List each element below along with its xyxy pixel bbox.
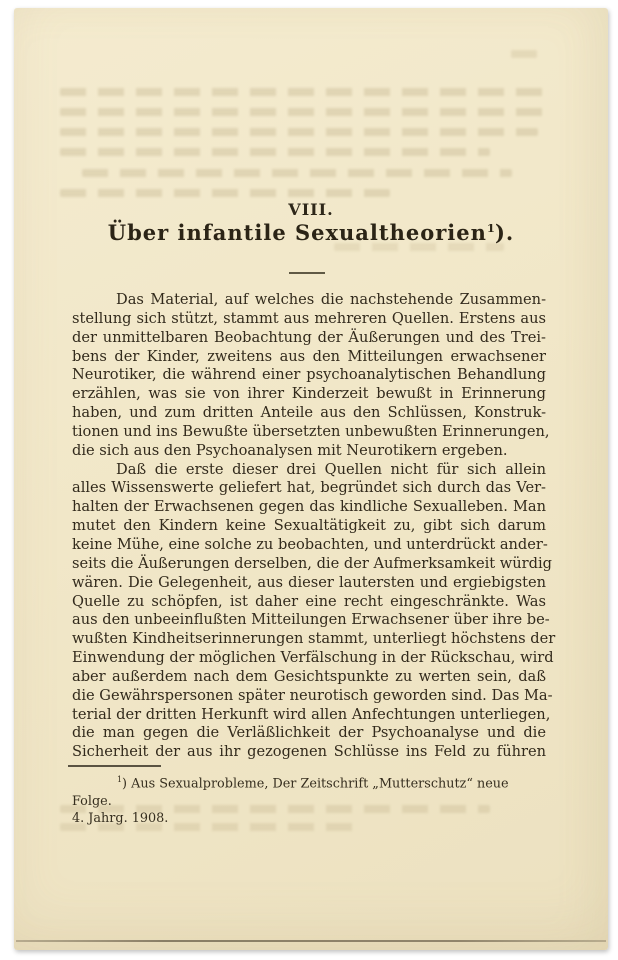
page-bottom-edge xyxy=(16,940,606,942)
text-line: mutet den Kindern keine Sexualtätigkeit zu, gibt sich darum xyxy=(72,517,546,535)
body-text xyxy=(72,291,556,762)
text-line: der unmittelbaren Beobachtung der Äußerungen und des Trei- xyxy=(72,328,546,346)
footnote-divider xyxy=(68,765,161,767)
bleed-through-line xyxy=(60,128,538,136)
title-divider xyxy=(289,272,325,274)
bleed-through-line xyxy=(60,189,390,197)
text-line: aber außerdem nach dem Gesichtspunkte zu werten sein, daß xyxy=(72,667,546,685)
page-title xyxy=(14,220,608,245)
chapter-number: VIII. xyxy=(288,200,334,219)
text-line: alles Wissenswerte geliefert hat, begründet sich durch das Ver- xyxy=(72,479,546,497)
title-text: Über infantile Sexualtheorien xyxy=(107,220,487,245)
bleed-through-line xyxy=(511,50,537,58)
text-line: die sich aus den Psychoanalysen mit Neurotikern ergeben. xyxy=(72,441,508,459)
text-line: Daß die erste dieser drei Quellen nicht für sich allein xyxy=(116,460,546,478)
title-footnote-suffix: ). xyxy=(494,220,515,245)
footnote-mark: 1 xyxy=(117,775,123,784)
text-line: erzählen, was sie von ihrer Kinderzeit bewußt in Erinnerung xyxy=(72,385,546,403)
text-line: stellung sich stützt, stammt aus mehreren Quellen. Erstens aus xyxy=(72,309,546,327)
bleed-through-line xyxy=(82,169,512,177)
footnote-line-1 xyxy=(72,771,550,810)
title-footnote-mark: 1 xyxy=(486,221,495,235)
text-line: die Gewährspersonen später neurotisch geworden sind. Das Ma- xyxy=(72,686,553,704)
text-line: Quelle zu schöpfen, ist daher eine recht eingeschränkte. Was xyxy=(72,592,546,610)
text-line: bens der Kinder, zweitens aus den Mitteilungen erwachsener xyxy=(72,347,546,365)
footnote-line-2: 4. Jahrg. 1908. xyxy=(72,811,169,827)
text-line: halten der Erwachsenen gegen das kindliche Sexualleben. Man xyxy=(72,498,546,516)
text-line: wären. Die Gelegenheit, aus dieser lautersten und ergiebigsten xyxy=(72,573,546,591)
text-line: haben, und zum dritten Anteile aus den Schlüssen, Konstruk- xyxy=(72,404,546,422)
text-line: Neurotiker, die während einer psychoanalytischen Behandlung xyxy=(72,366,546,384)
book-page xyxy=(14,8,608,950)
text-line: seits die Äußerungen derselben, die der Aufmerksamkeit würdig xyxy=(72,554,552,572)
bleed-through-line xyxy=(60,88,552,96)
footnote-text: ) Aus Sexualprobleme, Der Zeitschrift „Mutterschutz“ neue Folge. xyxy=(72,776,509,809)
text-line: Das Material, auf welches die nachstehende Zusammen- xyxy=(116,291,546,308)
footnote xyxy=(72,771,550,828)
text-line: tionen und ins Bewußte übersetzten unbewußten Erinnerungen, xyxy=(72,422,550,440)
bleed-through-line xyxy=(60,108,552,116)
text-line: wußten Kindheitserinnerungen stammt, unterliegt höchstens der xyxy=(72,630,556,648)
text-line: Einwendung der möglichen Verfälschung in der Rückschau, wird xyxy=(72,649,554,667)
text-line: terial der dritten Herkunft wird allen Anfechtungen unterliegen, xyxy=(72,705,551,723)
text-line: die man gegen die Verläßlichkeit der Psychoanalyse und die xyxy=(72,724,546,742)
bleed-through-line xyxy=(60,148,490,156)
text-line: aus den unbeeinflußten Mitteilungen Erwachsener über ihre be- xyxy=(72,611,550,629)
text-line: Sicherheit der aus ihr gezogenen Schlüsse ins Feld zu führen xyxy=(72,743,546,761)
text-line: keine Mühe, eine solche zu beobachten, und unterdrückt ander- xyxy=(72,535,548,553)
